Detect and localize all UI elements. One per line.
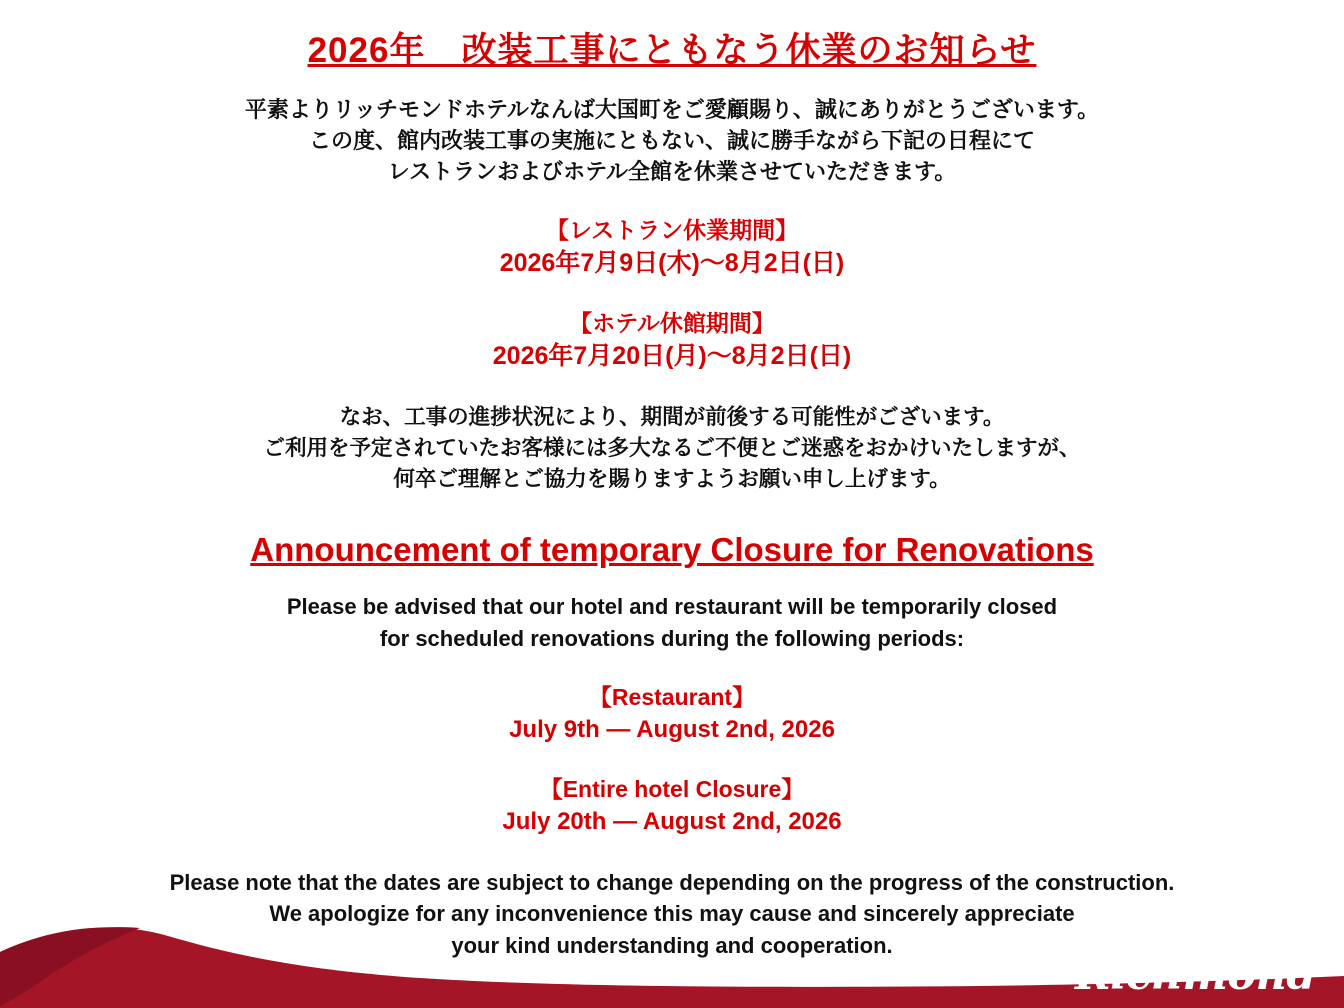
- japanese-restaurant-heading: 【レストラン休業期間】: [545, 216, 799, 243]
- japanese-restaurant-dates: 2026年7月9日(木)～8月2日(日): [499, 248, 845, 277]
- english-hotel-closure: [0, 773, 1344, 839]
- english-note-line: your kind understanding and cooperation.: [451, 933, 893, 959]
- english-hotel-dates: July 20th — August 2nd, 2026: [502, 807, 842, 835]
- richmond-logo: Richmond: [1074, 950, 1316, 1000]
- japanese-hotel-heading: 【ホテル休館期間】: [569, 309, 775, 336]
- english-restaurant-heading: 【Restaurant】: [588, 683, 756, 710]
- japanese-intro-line: 平素よりリッチモンドホテルなんば大国町をご愛顧賜り、誠にありがとうございます。: [244, 97, 1100, 122]
- english-note-line: We apologize for any inconvenience this may cause and sincerely appreciate: [269, 901, 1075, 927]
- english-title: Announcement of temporary Closure for Renovations: [250, 530, 1094, 568]
- japanese-intro-line: レストランおよびホテル全館を休業させていただきます。: [387, 159, 957, 185]
- english-intro-line: Please be advised that our hotel and restaurant will be temporarily closed: [286, 594, 1058, 620]
- japanese-note-line: なお、工事の進捗状況により、期間が前後する可能性がございます。: [339, 405, 1005, 430]
- english-intro-line: for scheduled renovations during the following periods:: [379, 626, 965, 652]
- japanese-note-line: ご利用を予定されていたお客様には多大なるご不便とご迷惑をおかけいたしますが、: [263, 436, 1081, 461]
- footer-band: [0, 878, 1344, 1008]
- english-note-line: Please note that the dates are subject to change depending on the progress of the construction.: [169, 869, 1175, 895]
- english-restaurant-closure: [0, 681, 1344, 747]
- english-restaurant-dates: July 9th — August 2nd, 2026: [509, 716, 835, 744]
- japanese-restaurant-closure: [0, 214, 1344, 281]
- japanese-intro-line: この度、館内改装工事の実施にともない、誠に勝手ながら下記の日程にて: [308, 128, 1035, 154]
- english-intro: [0, 591, 1344, 655]
- japanese-hotel-closure: [0, 307, 1344, 374]
- japanese-hotel-dates: 2026年7月20日(月)～8月2日(日): [492, 342, 852, 371]
- english-hotel-heading: 【Entire hotel Closure】: [539, 775, 805, 802]
- japanese-note-line: 何卒ご理解とご協力を賜りますようお願い申し上げます。: [393, 467, 951, 492]
- japanese-title: 2026年 改装工事にともなう休業のお知らせ: [307, 31, 1037, 70]
- japanese-intro: [0, 94, 1344, 188]
- japanese-note: [0, 402, 1344, 496]
